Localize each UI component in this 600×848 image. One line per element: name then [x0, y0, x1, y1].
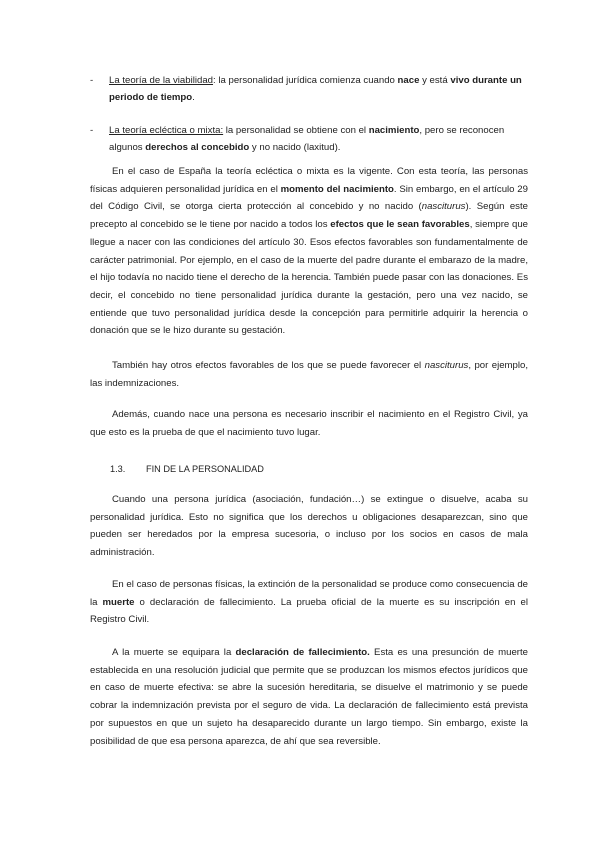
paragraph-personas-fisicas: En el caso de personas físicas, la extinción de la personalidad se produce como consecuencia de la muerte o declaración de fallecimiento. La prueba oficial de la muerte es su inscripción en el Registro Civil. — [90, 579, 528, 626]
bullet-text-part: la personalidad se obtiene con el — [223, 125, 369, 136]
paragraph-registro-civil: Además, cuando nace una persona es necesario inscribir el nacimiento en el Registro Civil, ya que esto es la prueba de que el nacimiento tuvo lugar. — [90, 409, 528, 438]
section-number: 1.3. — [110, 464, 126, 474]
section-heading — [110, 462, 264, 476]
paragraph-persona-juridica: Cuando una persona jurídica (asociación, fundación…) se extingue o disuelve, acaba su personalidad jurídica. Esto no significa que los derechos u obligaciones desaparezcan, sino que pueden ser heredados por la empresa sucesoria, o incluso por los socios en casos de mala administración. — [90, 494, 528, 559]
bullet-text-part: . — [192, 92, 195, 103]
bullet-dash: - — [90, 75, 94, 86]
bullet-bold-term: nace — [397, 75, 420, 86]
bullet-bold-term: nacimiento — [368, 125, 420, 136]
bullet-text — [109, 72, 530, 106]
bullet-text-part: y no nacido (laxitud). — [249, 142, 341, 153]
section-title: FIN DE LA PERSONALIDAD — [146, 464, 264, 474]
paragraph-declaracion-fallecimiento: A la muerte se equipara la declaración de fallecimiento. Esta es una presunción de muerte establecida en una resolución judicial que permite que se produzcan los mismos efectos jurídicos que en caso de muerte efectiva: se abre la sucesión hereditaria, se disuelve el matrimonio y se puede cobrar la indemnización prevista por el seguro de vida. La declaración de fallecimiento está prevista por supuestos en que un sujeto ha desaparecido durante un largo tiempo. Sin embargo, existe la posibilidad de que esa persona aparezca, de ahí que sea reversible. — [90, 647, 528, 747]
bullet-dash: - — [90, 125, 94, 136]
paragraph-otros-efectos: También hay otros efectos favorables de los que se puede favorecer el nasciturus, por ejemplo, las indemnizaciones. — [90, 360, 528, 389]
bullet-text — [109, 122, 530, 156]
paragraph-espana-teoria: En el caso de España la teoría ecléctica o mixta es la vigente. Con esta teoría, las personas físicas adquieren personalidad jurídica en el momento del nacimiento. Sin embargo, en el artículo 29 del Código Civil, se otorga cierta protección al concebido y no nacido (nasciturus). Según este precepto al concebido se le tiene por nacido a todos los efectos que le sean favorables, siempre que llegue a nacer con las condiciones del artículo 30. Esos efectos favorables son fundamentalmente de carácter patrimonial. Por ejemplo, en el caso de la muerte del padre durante el embarazo de la madre, el hijo todavía no nacido tiene el derecho de la herencia. También puede pasar con las donaciones. Es decir, el concebido no tiene personalidad jurídica durante la gestación, pero una vez nacido, se entiende que tuvo personalidad jurídica desde la concepción para permitirle adquirir la herencia o donación que se le hizo durante su gestación. — [90, 166, 529, 337]
bullet-term: La teoría ecléctica o mixta: — [109, 125, 224, 136]
bullet-text-part: , pero se reconocen algunos — [109, 125, 505, 153]
bullet-text-part: : la personalidad jurídica comienza cuando — [213, 75, 398, 86]
bullet-term: La teoría de la viabilidad — [109, 75, 214, 86]
bullet-text-part: y está — [419, 75, 451, 86]
bullet-bold-term: vivo durante un periodo de tiempo — [109, 75, 522, 103]
bullet-eclectica — [90, 122, 530, 156]
bullet-bold-term: derechos al concebido — [145, 142, 250, 153]
bullet-viabilidad — [90, 72, 530, 106]
